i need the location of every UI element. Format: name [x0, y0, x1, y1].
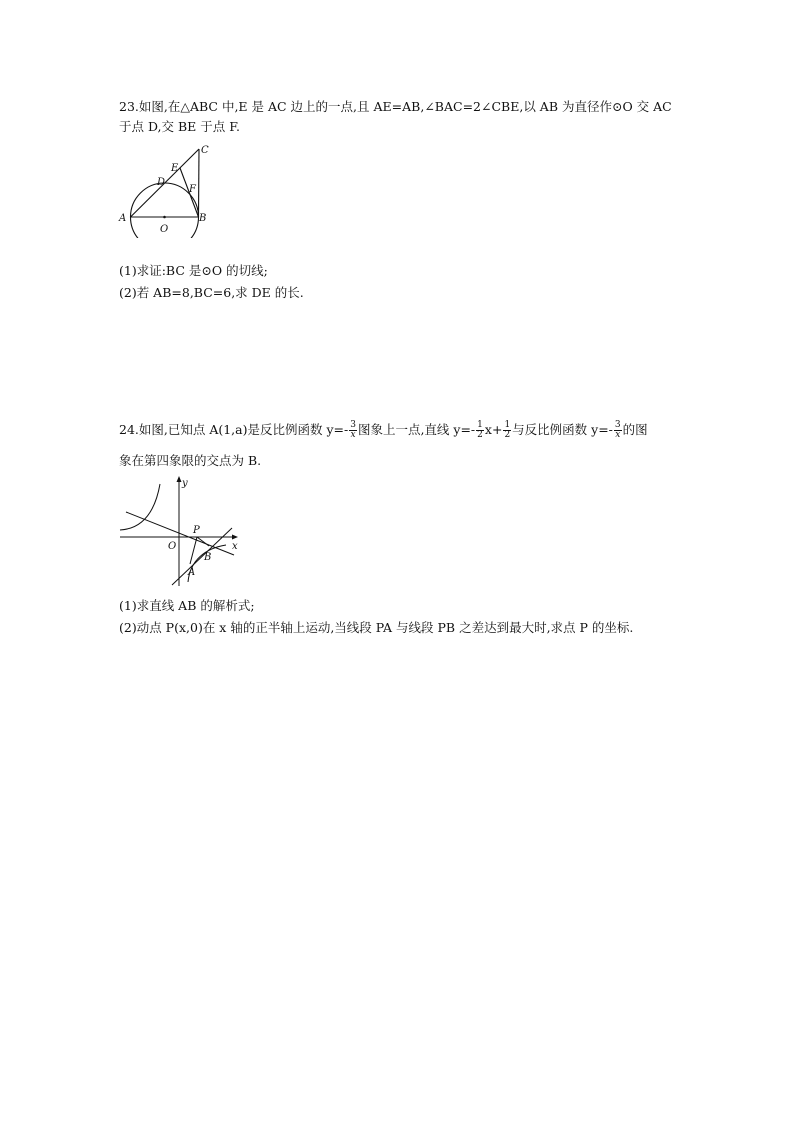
center-point-o: [163, 216, 166, 219]
q23-part2: (2)若 AB=8,BC=6,求 DE 的长.: [119, 285, 304, 300]
q24-part1: (1)求直线 AB 的解析式;: [119, 598, 255, 613]
label-b: B: [199, 213, 207, 224]
q23-circle-figure: [114, 140, 214, 238]
q24-part2: (2)动点 P(x,0)在 x 轴的正半轴上运动,当线段 PA 与线段 PB 之差达到最大时,求点 P 的坐标.: [119, 620, 634, 635]
label-b: B: [204, 552, 212, 563]
q23-part1: (1)求证:BC 是⊙O 的切线;: [119, 263, 268, 278]
label-o: O: [168, 541, 177, 552]
line-ab: [126, 512, 234, 555]
label-p: P: [193, 525, 200, 536]
q24-stem-line1: [119, 421, 648, 440]
label-o: O: [160, 224, 169, 235]
q24-text-e: 的图: [622, 422, 648, 437]
fraction-3-over-x: $\frac{3}{x}$: [350, 420, 356, 440]
q23-stem-line1: 23.如图,在△ABC 中,E 是 AC 边上的一点,且 AE=AB,∠BAC=2∠CBE,以 AB 为直径作⊙O 交 AC: [119, 99, 672, 114]
q24-text-c: x+: [484, 422, 503, 437]
label-c: C: [201, 145, 209, 156]
y-axis-arrow: [177, 476, 182, 482]
q23-stem-line2: 于点 D,交 BE 于点 F.: [119, 119, 240, 134]
q24-stem-line2: 象在第四象限的交点为 B.: [119, 453, 262, 468]
label-a: A: [119, 213, 127, 224]
label-x: x: [232, 541, 238, 552]
x-axis-arrow: [232, 535, 238, 540]
label-a: A: [188, 567, 196, 578]
fraction-1-over-2: $\frac{1}{2}$: [477, 420, 483, 440]
label-y: y: [182, 478, 188, 489]
q24-graph-figure: [116, 472, 246, 590]
segment-bc: [199, 149, 200, 217]
label-d: D: [157, 177, 166, 188]
segment-pa: [190, 537, 197, 564]
label-e: E: [171, 163, 179, 174]
q24-text-b: 图象上一点,直线 y=-: [357, 422, 476, 437]
fraction-1-over-2-b: $\frac{1}{2}$: [504, 420, 511, 440]
label-f: F: [189, 184, 196, 195]
fraction-3-over-x-b: $\frac{3}{x}$: [614, 420, 621, 440]
q24-text-a: 24.如图,已知点 A(1,a)是反比例函数 y=-: [119, 422, 349, 437]
q24-text-d: 与反比例函数 y=-: [512, 422, 613, 437]
